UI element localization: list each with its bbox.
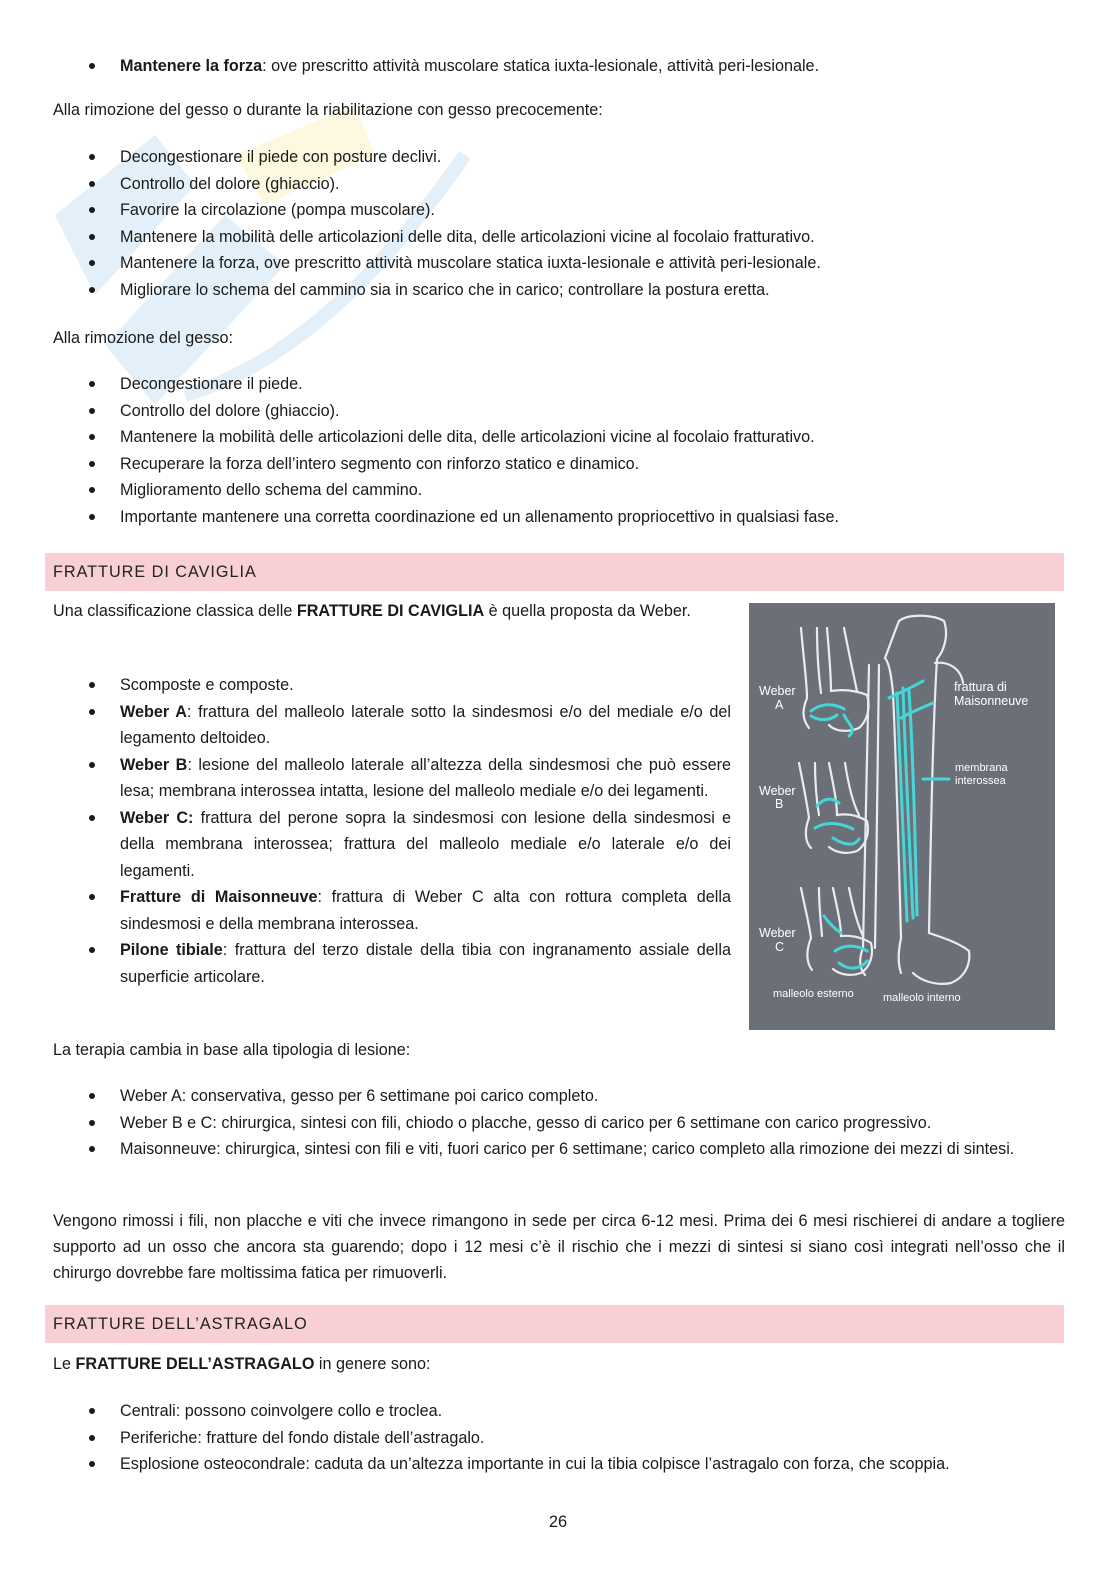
list-item: Pilone tibiale: frattura del terzo distale della tibia con ingranamento assiale della superficie articolare. [53, 937, 731, 990]
list-item: Migliorare lo schema del cammino sia in scarico che in carico; controllare la postura eretta. [53, 277, 1065, 304]
label-membrana-1: membrana [955, 762, 1008, 774]
list-item: Mantenere la mobilità delle articolazioni delle dita, delle articolazioni vicine al focolaio fratturativo. [53, 424, 1065, 451]
therapy-intro: La terapia cambia in base alla tipologia di lesione: [53, 1041, 411, 1059]
removal-timing-paragraph: Vengono rimossi i fili, non placche e viti che invece rimangono in sede per circa 6-12 mesi. Prima dei 6 mesi rischierei di andare a togliere supporto ad un osso che ancora sta guarendo; dopo i 12 mesi c’è il rischio che i mezzi di sintesi si siano così integrati nell’osso che il chirurgo dovrebbe fare moltissima fatica per rimuoverli. [53, 1212, 1065, 1282]
list-item: Controllo del dolore (ghiaccio). [53, 398, 1065, 425]
list-item: Scomposte e composte. [53, 672, 731, 699]
label-weber-c: Weber [759, 926, 796, 940]
list-item: Weber C: frattura del perone sopra la sindesmosi con lesione della sindesmosi e della membrana interossea; frattura del malleolo mediale e/o laterale e/o dei legamenti. [53, 805, 731, 885]
weber-list [53, 672, 731, 990]
list-item: Favorire la circolazione (pompa muscolare). [53, 197, 1065, 224]
list-item: Controllo del dolore (ghiaccio). [53, 171, 1065, 198]
weber-classification-figure [749, 603, 1055, 1030]
list-item: Esplosione osteocondrale: caduta da un’altezza importante in cui la tibia colpisce l’astragalo con forza, che scoppia. [53, 1451, 1065, 1478]
intro-bullet-list [53, 53, 1065, 80]
label-weber-c-letter: C [775, 940, 785, 954]
therapy-list [53, 1083, 1065, 1163]
label-maisonneuve-2: Maisonneuve [954, 694, 1029, 708]
figure-drawing [749, 603, 1055, 1030]
label-weber-b: Weber [759, 784, 796, 798]
section-heading-talus: FRATTURE DELL’ASTRAGALO [45, 1305, 1064, 1343]
ankle-intro: Una classificazione classica delle FRATTURE DI CAVIGLIA è quella proposta da Weber. [53, 602, 691, 620]
list-item: Decongestionare il piede. [53, 371, 1065, 398]
label-malleolo-interno: malleolo interno [883, 992, 961, 1004]
list-item: Fratture di Maisonneuve: frattura di Weber C alta con rottura completa della sindesmosi e della membrana interossea. [53, 884, 731, 937]
list-item: Mantenere la forza, ove prescritto attività muscolare statica iuxta-lesionale e attività peri-lesionale. [53, 250, 1065, 277]
list-item: Recuperare la forza dell’intero segmento con rinforzo statico e dinamico. [53, 451, 1065, 478]
list-item: Mantenere la mobilità delle articolazioni delle dita, delle articolazioni vicine al focolaio fratturativo. [53, 224, 1065, 251]
list-item: Maisonneuve: chirurgica, sintesi con fili e viti, fuori carico per 6 settimane; carico completo alla rimozione dei mezzi di sintesi. [53, 1136, 1065, 1163]
section-heading-ankle: FRATTURE DI CAVIGLIA [45, 553, 1064, 591]
list-item: Weber A: frattura del malleolo laterale sotto la sindesmosi e/o del mediale e/o del legamento deltoideo. [53, 699, 731, 752]
list-item: Miglioramento dello schema del cammino. [53, 477, 1065, 504]
removal-list [53, 371, 1065, 530]
list-item: Weber B: lesione del malleolo laterale all’altezza della sindesmosi che può essere lesa; membrana interossea intatta, lesione del malleolo mediale e/o dei legamenti. [53, 752, 731, 805]
page-number: 26 [548, 1513, 568, 1531]
label-membrana-2: interossea [955, 775, 1006, 787]
removal-early-list [53, 144, 1065, 303]
list-item: Weber B e C: chirurgica, sintesi con fili, chiodo o placche, gesso di carico per 6 settimane con carico progressivo. [53, 1110, 1065, 1137]
removal-intro: Alla rimozione del gesso: [53, 329, 233, 347]
list-item: Importante mantenere una corretta coordinazione ed un allenamento propriocettivo in qualsiasi fase. [53, 504, 1065, 531]
talus-intro: Le FRATTURE DELL’ASTRAGALO in genere sono: [53, 1355, 431, 1373]
list-item: Periferiche: fratture del fondo distale dell’astragalo. [53, 1425, 1065, 1452]
label-weber-a: Weber [759, 684, 796, 698]
label-weber-a-letter: A [775, 698, 784, 712]
removal-early-intro: Alla rimozione del gesso o durante la riabilitazione con gesso precocemente: [53, 101, 603, 119]
list-item: Weber A: conservativa, gesso per 6 settimane poi carico completo. [53, 1083, 1065, 1110]
list-item: Centrali: possono coinvolgere collo e troclea. [53, 1398, 1065, 1425]
list-item: Mantenere la forza: ove prescritto attività muscolare statica iuxta-lesionale, attività peri-lesionale. [53, 53, 1065, 80]
list-item: Decongestionare il piede con posture declivi. [53, 144, 1065, 171]
label-maisonneuve-1: frattura di [954, 680, 1007, 694]
talus-list [53, 1398, 1065, 1478]
label-malleolo-esterno: malleolo esterno [773, 988, 854, 1000]
label-weber-b-letter: B [775, 797, 784, 811]
